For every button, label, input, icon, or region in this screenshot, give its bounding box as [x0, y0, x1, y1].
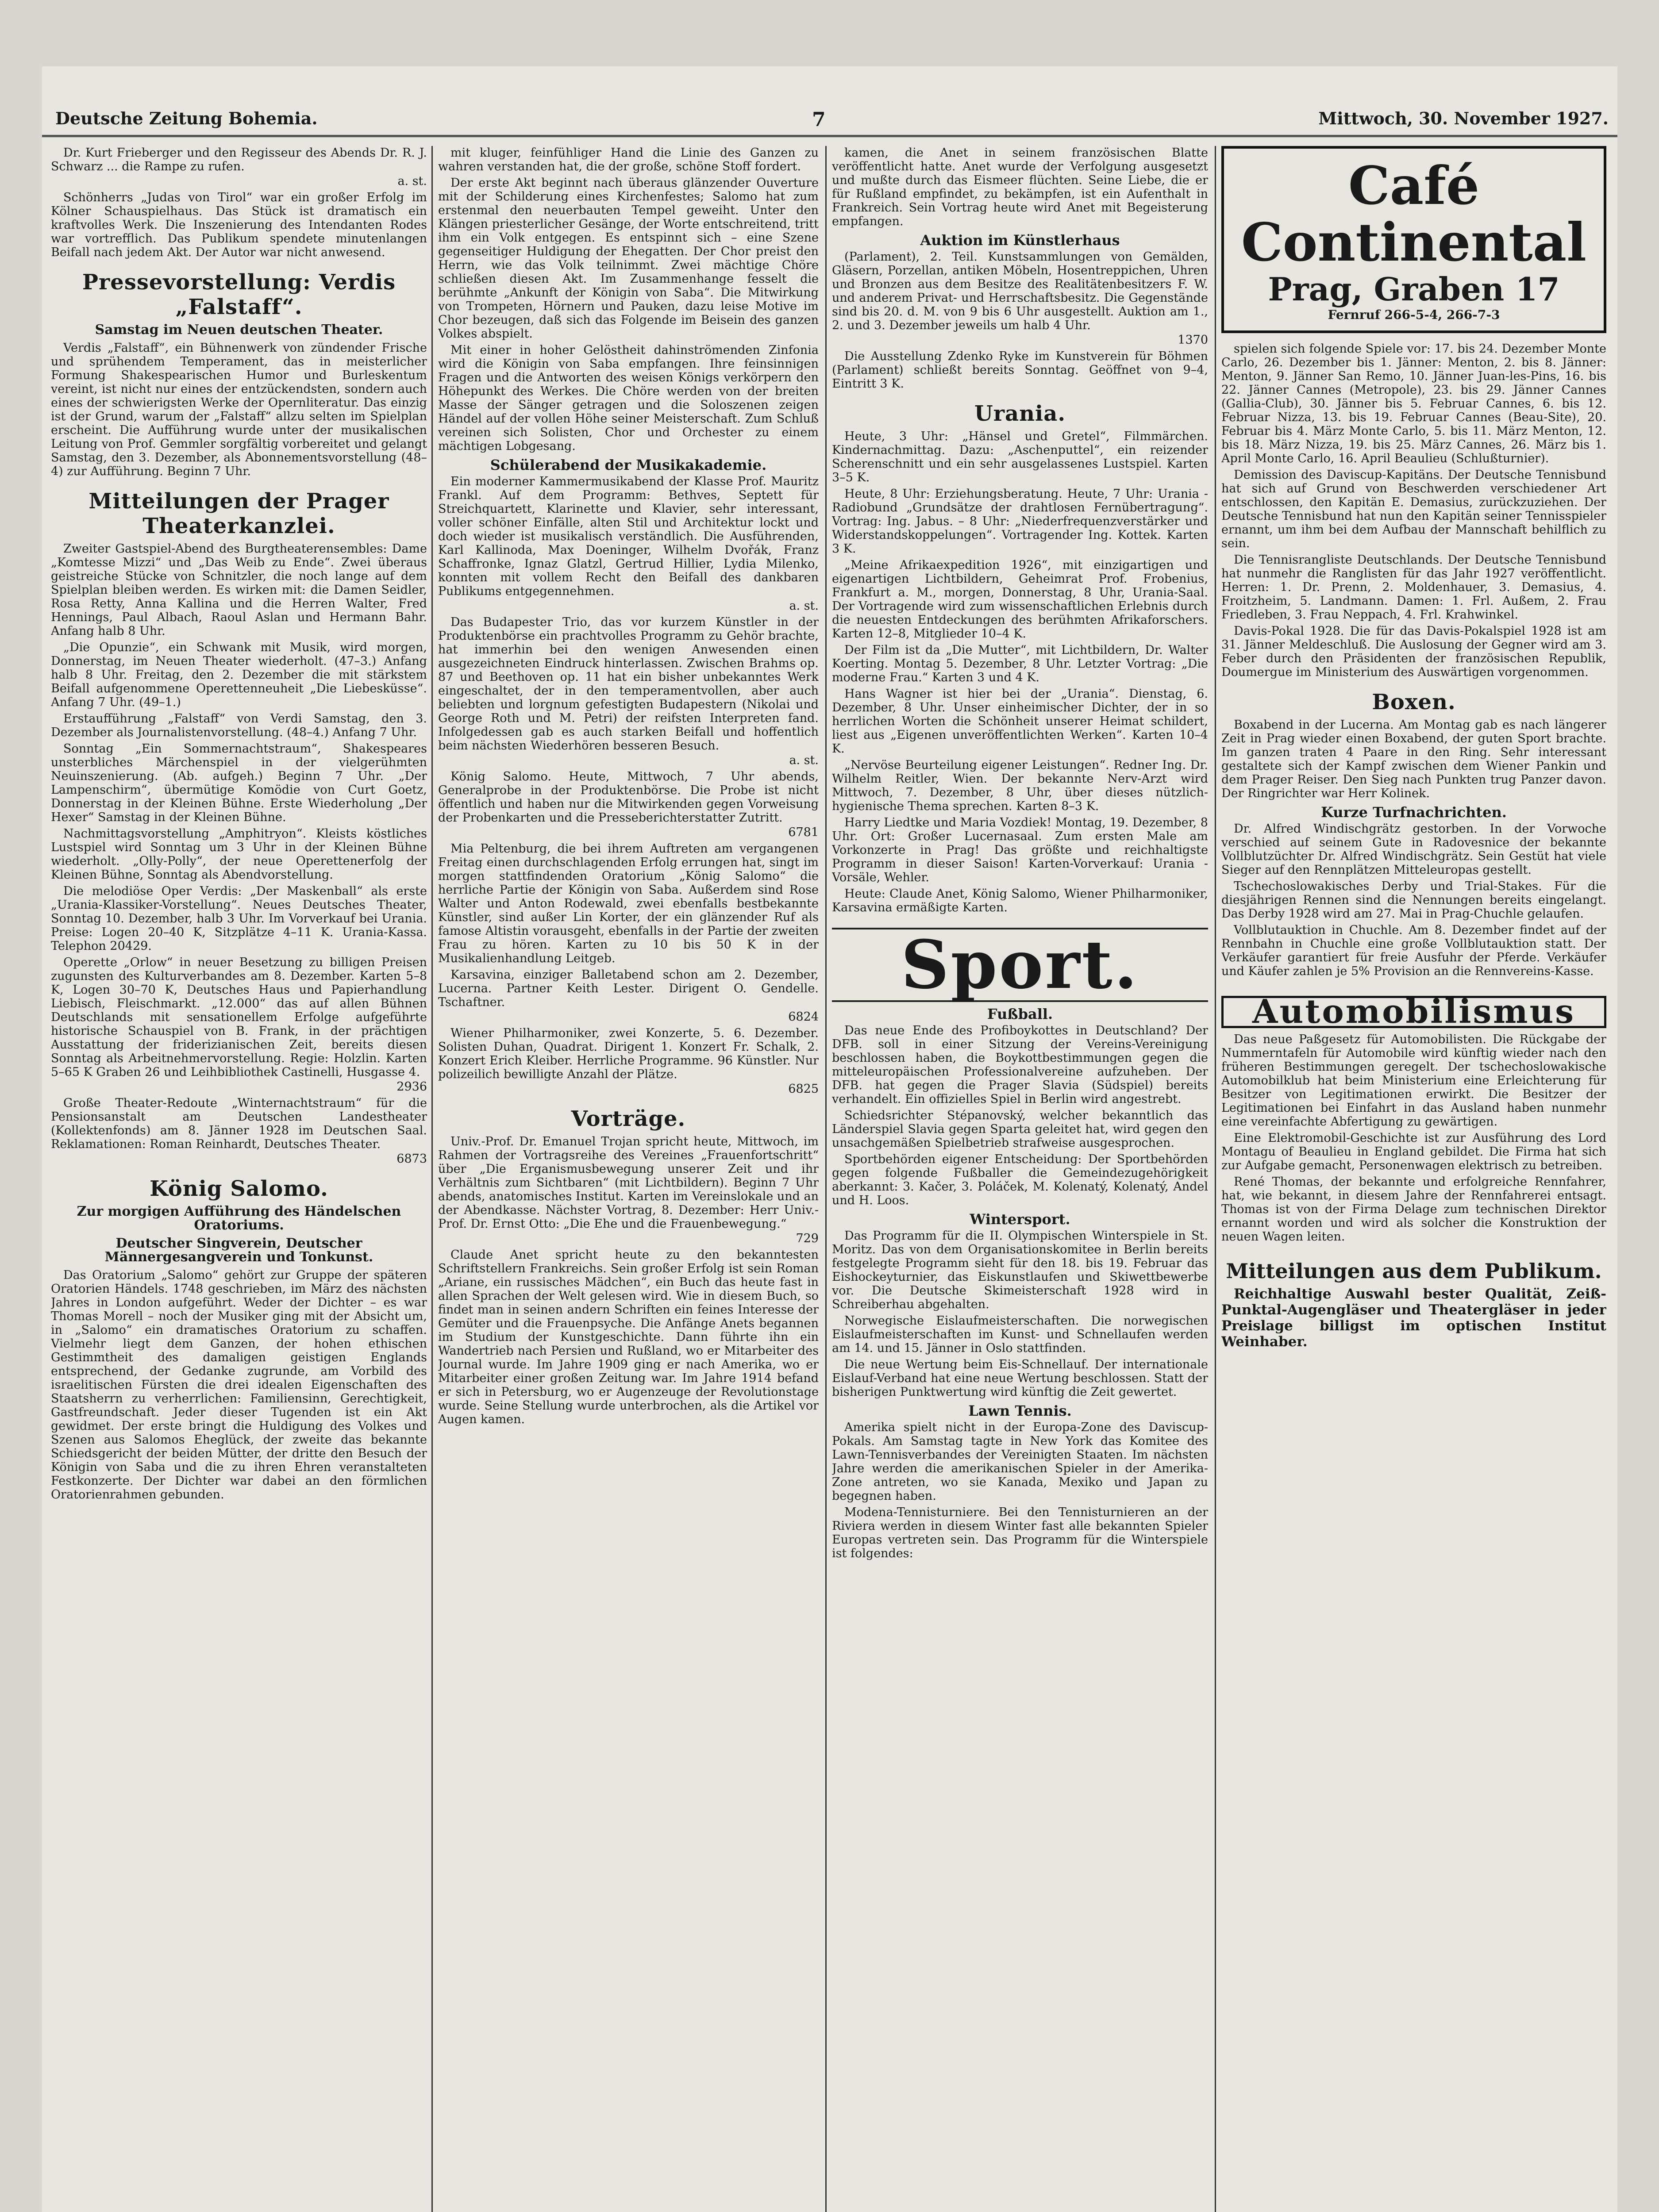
notice-number: 2936 — [396, 1080, 427, 1094]
article-text: Davis-Pokal 1928. Die für das Davis-Pokalspiel 1928 ist am 31. Jänner Meldeschluß. Die Auslosung der Gegner wird am 3. Feber durch den Präsidenten der französischen Republik, Doumergue im Ministerium des Auswärtigen vorgenommen. — [1221, 624, 1606, 679]
column-rule — [825, 146, 827, 2212]
column-rule — [431, 146, 433, 2212]
article-text: Schönherrs „Judas von Tirol“ war ein großer Erfolg im Kölner Schauspielhaus. Das Stück ist dramatisch ein kraftvolles Werk. Die Inszenierung des Intendanten Rodes war vortrefflich. Das Publikum spendete minutenlangen Beifall nach jedem Akt. Der Autor war nicht anwesend. — [51, 191, 427, 259]
article-text: Mit einer in hoher Gelöstheit dahinströmenden Zinfonia wird die Königin von Saba empfangen. Ihre feinsinnigen Fragen und die Antworten des weisen Königs verkörpern den Höhepunkt des Werkes. Die Chöre werden von der breiten Masse der Sänger getragen und die Soloszenen zeigen Händel auf der vollen Höhe seiner Meisterschaft. Zum Schluß vereinen sich Solisten, Chor und Orchester zu einem mächtigen Lobgesang. — [438, 343, 819, 453]
signature: a. st. — [789, 753, 819, 767]
article-text: Demission des Daviscup-Kapitäns. Der Deutsche Tennisbund hat sich auf Grund von Beschwerden verschiedener Art entschlossen, den Kapitän E. Demasius, zurückzuziehen. Der Deutsche Tennisbund hat nun den Kapitän seiner Tennisspieler ernannt, um ihm bei dem Aufbau der Mannschaft behilflich zu sein. — [1221, 468, 1606, 550]
article-text: Operette „Orlow“ in neuer Besetzung zu billigen Preisen zugunsten des Kulturverbandes am 8. Dezember. Karten 5–8 K, Logen 30–70 K, Deutsches Haus und Papierhandlung Liebisch, Fleischmarkt. „12.000“ das auf allen Bühnen Deutschlands mit sensationellem Erfolge aufgeführte historische Schauspiel von B. Frank, in der prächtigen Ausstattung der friderizianischen Zeit, bereits diesen Sonntag als Arbeitnehmervorstellung. Regie: Holzlin. Karten 5–65 K Graben 26 und Leihbibliothek Castinelli, Husgasse 4. — [51, 956, 427, 1079]
sport-section-title: Sport. — [832, 928, 1208, 1002]
article-text: Ein moderner Kammermusikabend der Klasse Prof. Mauritz Frankl. Auf dem Programm: Bethves, Septett für Streichquartett, Klarinette und Klavier, sehr interessant, voller schöner Einfälle, alten Stil und Architektur lockt und doch wieder ist musikalisch verständlich. Die Ausführenden, Karl Kallinoda, Max Doeninger, Wilhelm Dvořák, Franz Schaffronke, Ignaz Glatzl, Gertrud Hillier, Lydia Milenko, konnten mit vollem Recht den Beifall des dankbaren Publikums entgegennehmen. — [438, 475, 819, 598]
running-header — [42, 108, 1617, 137]
headline: Mitteilungen der Prager Theaterkanzlei. — [89, 489, 389, 538]
column-4 — [1221, 146, 1606, 2212]
subheadline: Zur morgigen Aufführung des Händelschen Oratoriums. — [77, 1204, 401, 1233]
ad-title: Café Continental — [1241, 155, 1587, 273]
headline: Urania. — [974, 401, 1066, 426]
notice-number: 6781 — [788, 826, 819, 839]
signature: a. st. — [789, 599, 819, 613]
headline: Boxen. — [1372, 690, 1456, 714]
article-text: Heute, 3 Uhr: „Hänsel und Gretel“, Filmmärchen. Kindernachmittag. Dazu: „Aschenputtel“, ein reizender Scherenschnitt und ein sehr ausgelassenes Lustspiel. Karten 3–5 K. — [832, 430, 1208, 484]
article-text: Amerika spielt nicht in der Europa-Zone des Daviscup-Pokals. Am Samstag tagte in New York das Komitee des Lawn-Tennisverbandes der Vereinigten Staaten. Im nächsten Jahre werden die amerikanischen Spieler in der Amerika-Zone antreten, wo sie Kanada, Mexiko und Japan zu begegnen haben. — [832, 1421, 1208, 1503]
ad-phone: Fernruf 266-5-4, 266-7-3 — [1328, 307, 1500, 322]
article-text: Das Oratorium „Salomo“ gehört zur Gruppe der späteren Oratorien Händels. 1748 geschrieben, im März des nächsten Jahres in London aufgeführt. Weder der Dichter – es war Thomas Morell – noch der Musiker ging mit der Absicht um, in „Salomo“ ein dramatisches Oratorium zu schaffen. Vielmehr liegt dem Ganzen, der hohen ethischen Gestimmtheit des damaligen geistigen Englands entsprechend, der Gedanke zugrunde, am Vorbild des israelitischen Fürsten die drei idealen Eigenschaften des Staatsherrn zu verherrlichen: Familiensinn, Gerechtigkeit, Gastfreundschaft. Jeder dieser Tugenden ist ein Akt gewidmet. Der erste bringt die Huldigung des Volkes und Szenen aus Salomos Eheglück, der zweite das bekannte Schiedsgericht der beiden Mütter, der dritte den Besuch der Königin von Saba und die zu ihren Ehren veranstalteten Festkonzerte. Der Dichter war dabei an den förmlichen Oratorienrahmen gebunden. — [51, 1268, 427, 1502]
automobilismus-box — [1221, 993, 1606, 1031]
column-1 — [51, 146, 427, 2212]
cafe-continental-ad — [1221, 146, 1606, 333]
article-text: Große Theater-Redoute „Winternachtstraum“ für die Pensionsanstalt am Deutschen Landestheater (Kollektenfonds) am 8. Jänner 1928 im Deutschen Saal. Reklamationen: Roman Reinhardt, Deutsches Theater. — [51, 1096, 427, 1151]
article-text: Claude Anet spricht heute zu den bekanntesten Schriftstellern Frankreichs. Sein großer Erfolg ist sein Roman „Ariane, ein russisches Mädchen“, ein Buch das heute fast in allen Sprachen der Welt gelesen wird. Wie in diesem Buch, so findet man in seinen andern Schriften ein feines Interesse der Gemüter und die Frauenpsyche. Die Anfänge Anets begannen im Studium der Kunstgeschichte. Dann führte ihn ein Wandertrieb nach Persien und Rußland, wo er Mitarbeiter des Journal wurde. Im Jahre 1909 ging er nach Amerika, wo er Mitarbeiter einer großen Zeitung war. Im Jahre 1914 befand er sich in Petersburg, wo er Augenzeuge der Revolutionstage wurde. Seine Stellung wurde unterbrochen, als die Artikel vor Augen kamen. — [438, 1248, 819, 1426]
article-text: (Parlament), 2. Teil. Kunstsammlungen von Gemälden, Gläsern, Porzellan, antiken Möbeln, Hosentreppichen, Uhren und Bronzen aus dem Besitze des Realitätenbesitzers F. W. und anderem Privat- und Herrschaftsbesitz. Die Gegenstände sind bis 20. d. M. von 9 bis 6 Uhr ausgestellt. Auktion am 1., 2. und 3. Dezember jeweils um halb 4 Uhr. — [832, 250, 1208, 332]
issue-date: Mittwoch, 30. November 1927. — [1318, 108, 1609, 128]
article-text: Die melodiöse Oper Verdis: „Der Maskenball“ als erste „Urania-Klassiker-Vorstellung“. Neues Deutsches Theater, Sonntag 10. Dezember, halb 3 Uhr. Im Vorverkauf bei Urania. Preise: Logen 20–40 K, Sitzplätze 4–11 K. Urania-Kassa. Telephon 20429. — [51, 884, 427, 953]
article-text: Verdis „Falstaff“, ein Bühnenwerk von zündender Frische und sprühendem Temperament, das in meisterlicher Formung Shakespearischen Humor und Burleskentum vereint, ist nicht nur eines der entzückendsten, sondern auch eines der schwierigsten Werke der Opernliteratur. Das einzig ist der Grund, warum der „Falstaff“ allzu selten im Spielplan erscheint. Die Aufführung wurde unter der musikalischen Leitung von Prof. Gemmler sorgfältig vorbereitet und gelangt Samstag, den 3. Dezember, als Abonnementsvorstellung (48–4) zur Aufführung. Beginn 7 Uhr. — [51, 341, 427, 478]
section-heading: Kurze Turfnachrichten. — [1321, 804, 1507, 821]
page-number: 7 — [812, 108, 826, 131]
article-text: Eine Elektromobil-Geschichte ist zur Ausführung des Lord Montagu of Beaulieu in England gebildet. Die Firma hat sich zur Aufgabe gemacht, Personenwagen elektrisch zu betreiben. — [1221, 1131, 1606, 1172]
section-heading: Fußball. — [987, 1006, 1053, 1022]
article-text: König Salomo. Heute, Mittwoch, 7 Uhr abends, Generalprobe in der Produktenbörse. Die Probe ist nicht öffentlich und haben nur die Mitwirkenden gegen Vorweisung der Probenkarten und die Presseberichterstatter Zutritt. — [438, 770, 819, 825]
signature: a. st. — [397, 174, 427, 188]
section-heading: Lawn Tennis. — [968, 1402, 1072, 1419]
headline: Mitteilungen aus dem Publikum. — [1226, 1259, 1602, 1283]
article-text: Der erste Akt beginnt nach überaus glänzender Ouverture mit der Schilderung eines Kirchenfestes; Salomo hat zum erstenmal den neuerbauten Tempel geweiht. Unter den Klängen priesterlicher Gesänge, der Worte entschreitend, tritt ihm ein Volk entgegen. Es entspinnt sich – eine Szene gegenseitiger Huldigung der Ehegatten. Der Chor preist den Herrn, wie das Volk teilnimmt. Zwei mächtige Chöre schließen diesen Akt. Im Zusammenhange fesselt die berühmte „Ankunft der Königin von Saba“. Die Mitwirkung von Trompeten, Hörnern und Pauken, dazu leise Motive im Chor bezeugen, daß sich das Folgende im Beisein des ganzen Volkes abspielt. — [438, 176, 819, 341]
article-text: Der Film ist da „Die Mutter“, mit Lichtbildern, Dr. Walter Koerting. Montag 5. Dezember, 8 Uhr. Letzter Vortrag: „Die moderne Frau.“ Karten 3 und 4 K. — [832, 643, 1208, 684]
article-text: Sportbehörden eigener Entscheidung: Der Sportbehörden gegen folgende Fußballer die Gemeindezugehörigkeit aberkannt: 3. Kačer, 3. Poláček, M. Kolenatý, Kolenatý, Andel und H. Loos. — [832, 1152, 1208, 1207]
section-heading: Schülerabend der Musikakademie. — [490, 457, 767, 473]
notice-number: 729 — [796, 1232, 819, 1245]
headline: Vorträge. — [571, 1106, 686, 1131]
article-text: Heute, 8 Uhr: Erziehungsberatung. Heute, 7 Uhr: Urania - Radiobund „Grundsätze der drahtlosen Fernübertragung“. Vortrag: Ing. Jabus. – 8 Uhr: „Niederfrequenzverstärker und Widerstandskoppelungen“. Vortragender Ing. Kottek. Karten 3 K. — [832, 487, 1208, 556]
subheadline: Deutscher Singverein, Deutscher Männergesangverein und Tonkunst. — [104, 1236, 373, 1265]
section-title: Automobilismus — [1252, 993, 1575, 1031]
article-text: Die Ausstellung Zdenko Ryke im Kunstverein für Böhmen (Parlament) schließt bereits Sonntag. Geöffnet von 9–4, Eintritt 3 K. — [832, 349, 1208, 391]
article-text: Norwegische Eislaufmeisterschaften. Die norwegischen Eislaufmeisterschaften im Kunst- und Schnellaufen werden am 14. und 15. Jänner in Oslo stattfinden. — [832, 1314, 1208, 1355]
article-text: Das neue Paßgesetz für Automobilisten. Die Rückgabe der Nummerntafeln für Automobile wird künftig wieder nach den früheren Bestimmungen geregelt. Der tschechoslowakische Automobilklub hat beim Ministerium eine Erleichterung für Besitzer von Legitimationen erwirkt. Die Besitzer der Legitimationen bei Einfahrt in das Ausland haben nunmehr eine vereinfachte Abfertigung zu gewärtigen. — [1221, 1033, 1606, 1129]
article-text: Tschechoslowakisches Derby und Trial-Stakes. Für die diesjährigen Rennen sind die Nennungen bereits eingelangt. Das Derby 1928 wird am 27. Mai in Prag-Chuchle gelaufen. — [1221, 879, 1606, 921]
notice-number: 1370 — [1178, 333, 1208, 347]
article-text: „Meine Afrikaexpedition 1926“, mit einzigartigen und eigenartigen Lichtbildern, Geheimrat Prof. Frobenius, Frankfurt a. M., morgen, Donnerstag, 8 Uhr, Urania-Saal. Der Vortragende wird zum wissenschaftlichen Erlebnis durch die neuesten Entdeckungen des berühmten Afrikaforschers. Karten 12–8, Mitglieder 10–4 K. — [832, 558, 1208, 641]
article-text: Dr. Alfred Windischgrätz gestorben. In der Vorwoche verschied auf seinem Gute in Radovesnice der bekannte Vollblutzüchter Dr. Alfred Windischgrätz. Sein Gestüt hat viele Sieger auf den Rennplätzen Mitteleuropas gestellt. — [1221, 822, 1606, 877]
article-text: Schiedsrichter Stépanovský, welcher bekanntlich das Länderspiel Slavia gegen Sparta geleitet hat, wird gegen den unsachgemäßen Spielbetrieb strafweise ausgesprochen. — [832, 1109, 1208, 1150]
article-text: Modena-Tennisturniere. Bei den Tennisturnieren an der Riviera werden in diesem Winter fast alle bekannten Spieler Europas vertreten sein. Das Programm für die Winterspiele ist folgendes: — [832, 1505, 1208, 1560]
article-text: Nachmittagsvorstellung „Amphitryon“. Kleists köstliches Lustspiel wird Sonntag um 3 Uhr in der Kleinen Bühne wiederholt. „Olly-Polly“, der neue Operettenerfolg der Kleinen Bühne, Sonntag als Abendvorstellung. — [51, 827, 427, 882]
section-heading: Auktion im Künstlerhaus — [920, 232, 1120, 249]
newspaper-name: Deutsche Zeitung Bohemia. — [55, 108, 318, 128]
article-text: Heute: Claude Anet, König Salomo, Wiener Philharmoniker, Karsavina ermäßigte Karten. — [832, 887, 1208, 914]
article-text: Das Budapester Trio, das vor kurzem Künstler in der Produktenbörse ein prachtvolles Programm zu Gehör brachte, hat immerhin bei den wenigen Anwesenden einen ausgezeichneten Eindruck hinterlassen. Zwischen Brahms op. 87 und Beethoven op. 11 hat ein bisher unbekanntes Werk eingeschaltet, der in den temperamentvollen, aber auch beliebten und lorgnum gefestigten Budapestern (Nikolai und George Roth und M. Petri) der reifsten Interpreten fand. Infolgedessen gab es auch starken Beifall und hoffentlich beim nächsten Wiederhören besseren Besuch. — [438, 615, 819, 753]
article-text: Die neue Wertung beim Eis-Schnellauf. Der internationale Eislauf-Verband hat eine neue Wertung beschlossen. Statt der bisherigen Punktwertung wird künftig die Zeit gewertet. — [832, 1358, 1208, 1399]
article-text: René Thomas, der bekannte und erfolgreiche Rennfahrer, hat, wie bekannt, in diesem Jahre der Rennfahrerei entsagt. Thomas ist von der Firma Delage zum technischen Direktor ernannt worden und wird als solcher die Konstruktion der neuen Wagen leiten. — [1221, 1175, 1606, 1244]
headline: Pressevorstellung: Verdis „Falstaff“. — [82, 270, 396, 319]
article-text: Univ.-Prof. Dr. Emanuel Trojan spricht heute, Mittwoch, im Rahmen der Vortragsreihe des Vereines „Frauenfortschritt“ über „Die Erganismusbewegung unserer Zeit und ihr Verhältnis zum Sichtbaren“ (mit Lichtbildern). Beginn 7 Uhr abends, anatomisches Institut. Karten im Vereinslokale und an der Abendkasse. Nächster Vortrag, 8. Dezember: Herr Univ.-Prof. Dr. Ernst Otto: „Die Ehe und die Frauenbewegung.“ — [438, 1135, 819, 1231]
article-text: Das neue Ende des Profiboykottes in Deutschland? Der DFB. soll in einer Sitzung der Vereins-Vereinigung beschlossen haben, die Boykottbestimmungen gegen die mitteleuropäischen Professionalvereine aufzuheben. Der DFB. hat gegen die Prager Slavia (Südspiel) bereits verhandelt. Ein offizielles Spiel in Berlin wird angestrebt. — [832, 1024, 1208, 1106]
article-text: Harry Liedtke und Maria Vozdiek! Montag, 19. Dezember, 8 Uhr. Ort: Großer Lucernasaal. Zum ersten Male am Vorkonzerte in Prag! Das größte und reichhaltigste Programm in dieser Saison! Karten-Vorverkauf: Urania - Vorsäle, Wehler. — [832, 816, 1208, 884]
article-text: Vollblutauktion in Chuchle. Am 8. Dezember findet auf der Rennbahn in Chuchle eine große Vollblutauktion statt. Der Verkäufer garantiert für freie Ausfuhr der Pferde. Verkäufer und Käufer zahlen je 5% Provision an die Rennvereins-Kasse. — [1221, 923, 1606, 978]
article-text: Karsavina, einziger Balletabend schon am 2. Dezember, Lucerna. Partner Keith Lester. Dirigent O. Gendelle. Tschaftner. — [438, 968, 819, 1009]
article-text: mit kluger, feinfühliger Hand die Linie des Ganzen zu wahren verstanden hat, die der große, schöne Stoff fordert. — [438, 146, 819, 173]
headline: König Salomo. — [150, 1176, 328, 1201]
notice-number: 6825 — [788, 1082, 819, 1096]
article-text: Boxabend in der Lucerna. Am Montag gab es nach längerer Zeit in Prag wieder einen Boxabend, der guten Sport brachte. Im ganzen traten 4 Paare in den Ring. Sehr interessant gestaltete sich der Kampf zwischen dem Wiener Pankin und dem Prager Reiser. Den Sieg nach Punkten trug Panzer davon. Der Ringrichter war Herr Kolinek. — [1221, 718, 1606, 800]
column-2 — [438, 146, 819, 2212]
article-text: Sonntag „Ein Sommernachtstraum“, Shakespeares unsterbliches Märchenspiel in der vielgerühmten Neuinszenierung. (Ab. aufgeh.) Beginn 7 Uhr. „Der Lampenschirm“, übermütige Komödie von Curt Goetz, Donnerstag in der Kleinen Bühne. Erste Wiederholung „Der Hexer“ Samstag in der Kleinen Bühne. — [51, 742, 427, 824]
article-text: kamen, die Anet in seinem französischen Blatte veröffentlicht hatte. Anet wurde der Verfolgung ausgesetzt und mußte durch das Eismeer flüchten. Seine Liebe, die er für Rußland empfindet, zu bekämpfen, ist ein Aufenthalt in Frankreich. Sein Vortrag heute wird Anet mit Begeisterung empfangen. — [832, 146, 1208, 228]
column-rule — [1215, 146, 1216, 2212]
article-text: Die Tennisrangliste Deutschlands. Der Deutsche Tennisbund hat nunmehr die Ranglisten für das Jahr 1927 veröffentlicht. Herren: 1. Dr. Prenn, 2. Moldenhauer, 3. Demasius, 4. Froitzheim, 5. Landmann. Damen: 1. Frl. Außem, 2. Frau Friedleben, 3. Frau Neppach, 4. Frl. Krahwinkel. — [1221, 553, 1606, 622]
article-text: Erstaufführung „Falstaff“ von Verdi Samstag, den 3. Dezember als Journalistenvorstellung. (48–4.) Anfang 7 Uhr. — [51, 712, 427, 739]
article-text: Dr. Kurt Frieberger und den Regisseur des Abends Dr. R. J. Schwarz ... die Rampe zu rufen. — [51, 146, 427, 173]
advertisement-text: Reichhaltige Auswahl bester Qualität, Zeiß-Punktal-Augengläser und Theatergläser in jeder Preislage billigst im optischen Institut Weinhaber. — [1221, 1286, 1606, 1350]
subheadline: Samstag im Neuen deutschen Theater. — [95, 322, 383, 338]
article-text: Hans Wagner ist hier bei der „Urania“. Dienstag, 6. Dezember, 8 Uhr. Unser einheimischer Dichter, der in so herrlichen Worten die Schönheit unserer Heimat schildert, liest aus „Eigenen unveröffentlichten Werken“. Karten 10–4 K. — [832, 687, 1208, 756]
article-text: spielen sich folgende Spiele vor: 17. bis 24. Dezember Monte Carlo, 26. Dezember bis 1. Jänner: Menton, 2. bis 8. Jänner: Menton, 9. Jänner San Remo, 10. Jänner Juan-les-Pins, 16. bis 22. Jänner Cannes (Metropole), 23. bis 29. Jänner Cannes (Gallia-Club), 30. Jänner bis 5. Februar Cannes, 6. bis 12. Februar Nizza, 13. bis 19. Februar Cannes (Beau-Site), 20. Februar bis 4. März Monte Carlo, 5. bis 11. März Menton, 12. bis 18. März Nizza, 19. bis 25. März Cannes, 26. März bis 1. April Monte Carlo, 16. April Beaulieu (Schlußturnier). — [1221, 342, 1606, 465]
notice-number: 6873 — [396, 1152, 427, 1166]
article-text: Zweiter Gastspiel-Abend des Burgtheaterensembles: Dame „Komtesse Mizzi“ und „Das Weib zu Ende“. Zwei überaus geistreiche Stücke von Schnitzler, die noch lange auf dem Spielplan bleiben werden. Es wirken mit: die Damen Seidler, Rosa Retty, Anna Kallina und die Herren Walter, Fred Hennings, Paul Albach, Raoul Aslan und Hermann Bahr. Anfang halb 8 Uhr. — [51, 542, 427, 638]
article-text: Das Programm für die II. Olympischen Winterspiele in St. Moritz. Das von dem Organisationskomitee in Berlin bereits festgelegte Programm sieht für den 18. bis 19. Februar das Eishockeyturnier, das Eiskunstlaufen und Skiwettbewerbe vor. Die Deutsche Skimeisterschaft 1928 wird in Schreiberhau abgehalten. — [832, 1229, 1208, 1311]
article-text: Mia Peltenburg, die bei ihrem Auftreten am vergangenen Freitag einen durchschlagenden Erfolg errungen hat, singt im morgen stattfindenden Oratorium „König Salomo“ die herrliche Partie der Königin von Saba. Außerdem sind Rose Walter und Anton Rodewald, zwei ebenfalls bestbekannte Künstler, sind außer Lin Korter, der ein glänzender Ruf als famose Altistin vorausgeht, ebenfalls in der Partie der zweiten Frau zu hören. Karten zu 10 bis 50 K in der Musikalienhandlung Leitgeb. — [438, 842, 819, 965]
article-text: Wiener Philharmoniker, zwei Konzerte, 5. 6. Dezember. Solisten Duhan, Quadrat. Dirigent 1. Konzert Fr. Schalk, 2. Konzert Erich Kleiber. Herrliche Programme. 96 Künstler. Nur polizeilich bewilligte Anzahl der Plätze. — [438, 1026, 819, 1081]
column-3 — [832, 146, 1208, 2212]
notice-number: 6824 — [788, 1010, 819, 1024]
newspaper-page — [42, 66, 1617, 2212]
section-heading: Wintersport. — [970, 1211, 1070, 1228]
article-text: „Die Opunzie“, ein Schwank mit Musik, wird morgen, Donnerstag, im Neuen Theater wiederholt. (47–3.) Anfang halb 8 Uhr. Freitag, den 2. Dezember die mit stärkstem Beifall aufgenommene Operettenneuheit „Die Liebesküsse“. Anfang 7 Uhr. (49–1.) — [51, 641, 427, 709]
ad-address: Prag, Graben 17 — [1268, 270, 1560, 308]
article-text: „Nervöse Beurteilung eigener Leistungen“. Redner Ing. Dr. Wilhelm Reitler, Wien. Der bekannte Nerv-Arzt wird Mittwoch, 7. Dezember, 8 Uhr, über dieses nützlich-hygienische Thema sprechen. Karten 8–3 K. — [832, 758, 1208, 813]
